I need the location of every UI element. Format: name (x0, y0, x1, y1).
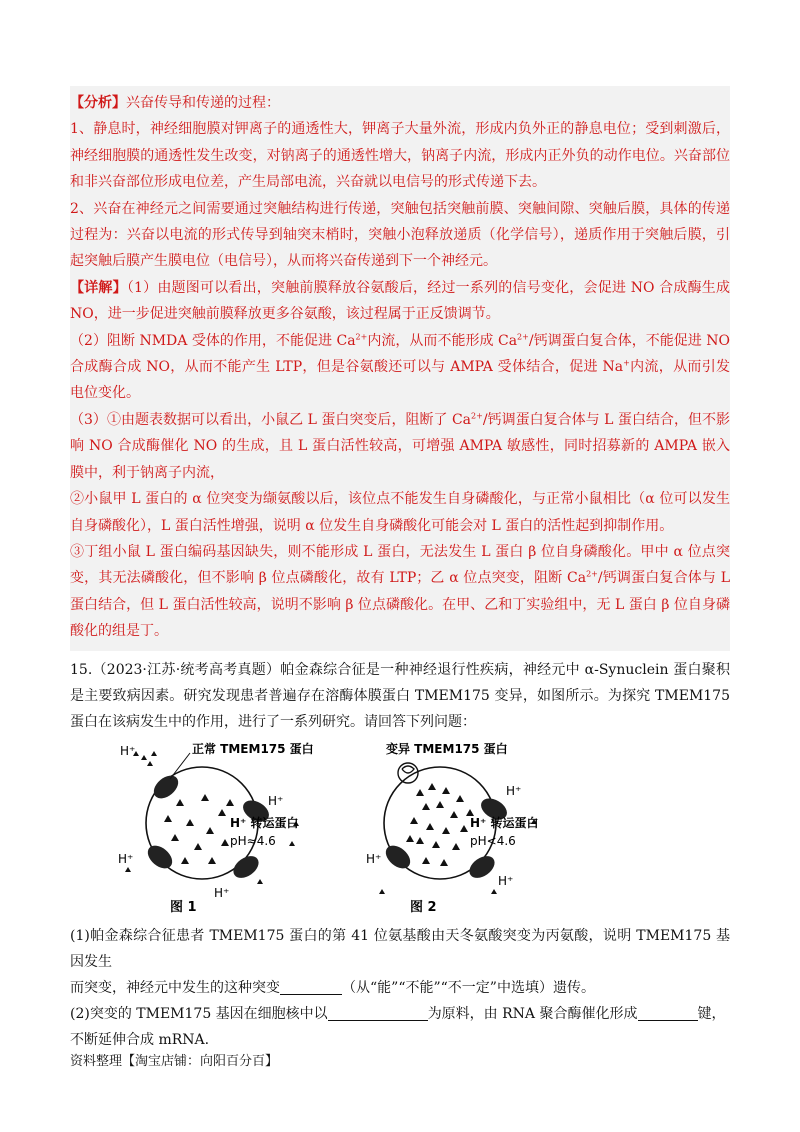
subquestion-1-text: （从“能”“不能”“不一定”中选填）遗传。 (342, 979, 595, 996)
figure-2-diagram (366, 739, 570, 917)
subquestion-1 (70, 923, 730, 1001)
subquestion-1-text: (1)帕金森综合征患者 TMEM175 蛋白的第 41 位氨基酸由天冬氨酸突变为丙氨酸，说明 TMEM175 基因发生 (70, 927, 730, 970)
fig1-h-top: H⁺ (120, 743, 136, 758)
subquestion-2-text: 键， (697, 1005, 726, 1022)
detail-2-part: （2）阻断 NMDA 受体的作用，不能促进 Ca (70, 332, 356, 349)
fig2-caption: 图 2 (410, 899, 437, 915)
protein-bottom-right (229, 851, 262, 882)
fig1-ph-label: pH≈4.6 (230, 833, 276, 848)
fig2-h-left: H⁺ (366, 851, 382, 866)
detail-3-point-2: ②小鼠甲 L 蛋白的 α 位突变为缬氨酸以后，该位点不能发生自身磷酸化，与正常小鼠相比（α 位可以发生自身磷酸化），L 蛋白活性增强，说明 α 位发生自身磷酸化可能会对 L 蛋白的活性起到抑制作用。 (70, 491, 730, 534)
subquestion-2-text: 为原料，由 RNA 聚合酶催化形成 (427, 1005, 638, 1022)
protein-bottom-left (143, 841, 176, 873)
superscript: + (623, 358, 630, 368)
analysis-heading (70, 90, 730, 116)
page-content (70, 86, 730, 1053)
analysis-block (70, 86, 730, 651)
figure-2 (366, 739, 570, 917)
figure-row (70, 739, 730, 917)
fig1-h-bottom: H⁺ (214, 885, 230, 900)
fig1-protein-label: 正常 TMEM175 蛋白 (192, 741, 314, 756)
fig1-h-left: H⁺ (118, 851, 134, 866)
detail-2-part: 内流，从而不能形成 Ca (367, 332, 518, 349)
fig2-h-bottom: H⁺ (498, 873, 514, 888)
answer-blank[interactable] (638, 1005, 698, 1021)
fig1-transporter-label: H⁺ 转运蛋白 (230, 815, 299, 830)
superscript: 2+ (471, 411, 483, 421)
detail-1-text: （1）由题图可以看出，突触前膜释放谷氨酸后，经过一系列的信号变化，会促进 NO 合成酶生成 NO，进一步促进突触前膜释放更多谷氨酸，该过程属于正反馈调节。 (70, 279, 730, 323)
fig1-caption: 图 1 (170, 899, 197, 915)
fig2-transporter-label: H⁺ 转运蛋白 (470, 815, 539, 830)
protein-bottom-left (381, 841, 414, 873)
subquestion-2-text: (2)突变的 TMEM175 基因在细胞核中以 (70, 1005, 328, 1022)
figure-1-diagram (110, 739, 314, 917)
detail-tag: 【详解】 (70, 279, 127, 296)
detail-2-part: 内流，从而引发电位变化。 (70, 359, 730, 402)
question-source: （2023·江苏·统考高考真题） (92, 661, 281, 678)
detail-2 (70, 328, 730, 407)
footer: 资料整理【淘宝店铺：向阳百分百】 (70, 1054, 279, 1069)
superscript: 2+ (586, 569, 598, 579)
fig1-h-right: H⁺ (268, 793, 284, 808)
fig2-h-right: H⁺ (506, 783, 522, 798)
question-stem (70, 657, 730, 735)
analysis-heading-text: 兴奋传导和传递的过程： (126, 95, 280, 111)
protein-left (149, 771, 182, 803)
detail-2-part: /钙调蛋白复合体，不能促进 NO 合成酶合成 NO，从而不能产生 LTP，但是谷氨酸还可以与 AMPA 受体结合，促进 Na (70, 332, 730, 376)
superscript: 2+ (517, 332, 529, 341)
protein-bottom-right (465, 851, 498, 882)
detail-3-part: /钙调蛋白复合体与 L 蛋白结合，但不影响 NO 合成酶催化 NO 的生成，且 L 蛋白活性较高，可增强 AMPA 敏感性，同时招募新的 AMPA 嵌入膜中，利于钠离子内流， (70, 411, 730, 481)
detail-3-part: （3）①由题表数据可以看出，小鼠乙 L 蛋白突变后，阻断了 Ca (70, 411, 472, 428)
question-stem-text: 帕金森综合征是一种神经退行性疾病，神经元中 α-Synuclein 蛋白聚积是主要致病因素。研究发现患者普遍存在溶酶体膜蛋白 TMEM175 变异，如图所示。为探究 TMEM175 蛋白在该病发生中的作用，进行了一系列研究。请回答下列问题： (70, 661, 731, 730)
answer-blank[interactable] (328, 1005, 428, 1021)
detail-3-part: /钙调蛋白复合体与 L 蛋白结合，但 L 蛋白活性较高，说明不影响 β 位点磷酸化。在甲、乙和丁实验组中，无 L 蛋白 β 位自身磷酸化的组是丁。 (70, 570, 730, 640)
subquestion-2-text: 不断延伸合成 mRNA. (70, 1031, 210, 1048)
analysis-paragraph-1: 1、静息时，神经细胞膜对钾离子的通透性大，钾离子大量外流，形成内负外正的静息电位；受到刺激后，神经细胞膜的通透性发生改变，对钠离子的通透性增大，钠离子内流，形成内正外负的动作电位。兴奋部位和非兴奋部位形成电位差，产生局部电流，兴奋就以电信号的形式传递下去。 (70, 121, 730, 191)
detail-1 (70, 275, 730, 328)
figure-1 (110, 739, 314, 917)
analysis-tag: 【分析】 (70, 95, 126, 111)
detail-3-part: ③丁组小鼠 L 蛋白编码基因缺失，则不能形成 L 蛋白，无法发生 L 蛋白 β 位自身磷酸化。甲中 α 位点突变，其无法磷酸化，但不影响 β 位点磷酸化，故有 LTP；乙 α 位点突变，阻断 Ca (70, 543, 730, 587)
detail-3-point-3 (70, 539, 730, 645)
analysis-paragraph-2: 2、兴奋在神经元之间需要通过突触结构进行传递，突触包括突触前膜、突触间隙、突触后膜，具体的传递过程为：兴奋以电流的形式传导到轴突末梢时，突触小泡释放递质（化学信号），递质作用于突触后膜，引起突触后膜产生膜电位（电信号），从而将兴奋传递到下一个神经元。 (70, 200, 730, 270)
detail-3 (70, 407, 730, 486)
superscript: 2+ (355, 332, 368, 341)
answer-blank[interactable] (280, 979, 342, 995)
question-number: 15. (70, 661, 93, 678)
fig2-protein-label: 变异 TMEM175 蛋白 (386, 741, 508, 756)
fig2-ph-label: pH<4.6 (470, 833, 516, 848)
subquestion-1-text: 而突变，神经元中发生的这种突变 (70, 979, 280, 996)
subquestion-2 (70, 1001, 730, 1053)
